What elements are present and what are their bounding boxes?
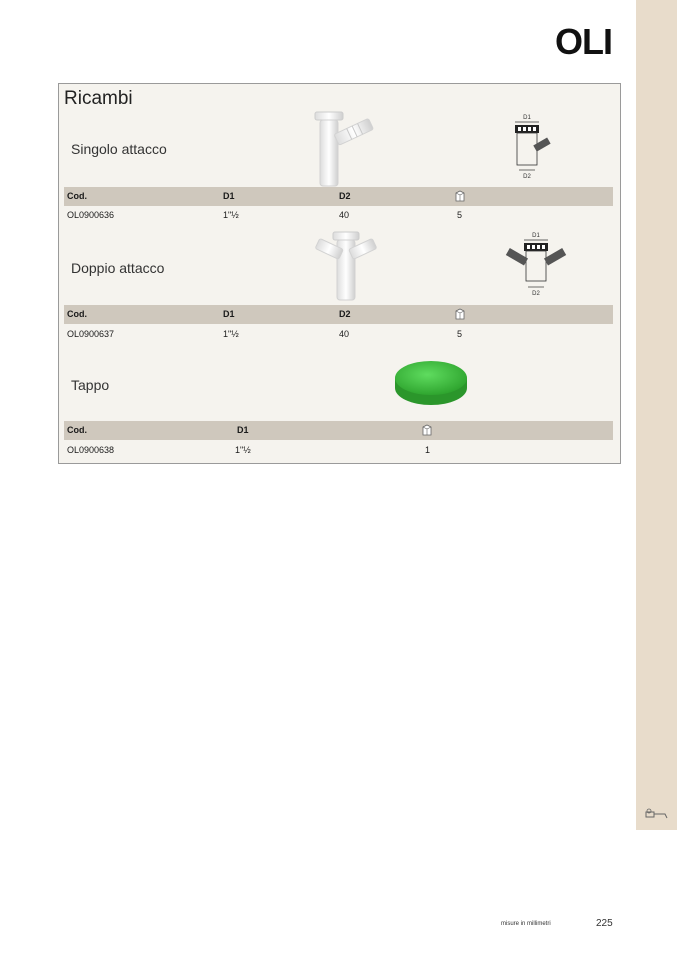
section-title-single: Singolo attacco: [71, 141, 167, 157]
spare-parts-panel: [58, 83, 621, 464]
cap-photo: [391, 358, 471, 410]
single-fitting-diagram: [497, 114, 567, 182]
section-title-cap: Tappo: [71, 377, 110, 393]
col-d2: D2: [339, 191, 351, 201]
col-d1: D1: [223, 191, 235, 201]
row-code: OL0900636: [67, 210, 115, 220]
row-code: OL0900638: [67, 445, 115, 455]
col-d1: D1: [237, 425, 249, 435]
row-code: OL0900637: [67, 329, 115, 339]
package-icon: [455, 190, 465, 202]
table-header-double: [64, 305, 613, 324]
row-d2: 40: [339, 210, 350, 220]
col-code: Cod.: [67, 425, 87, 435]
single-fitting-photo: [311, 110, 381, 190]
col-d1: D1: [223, 309, 235, 319]
svg-text:D2: D2: [532, 291, 540, 297]
svg-text:D2: D2: [523, 174, 531, 180]
svg-text:D1: D1: [532, 233, 540, 239]
footer-note: misure in millimetri: [501, 921, 551, 927]
table-header-single: [64, 187, 613, 206]
section-title-double: Doppio attacco: [71, 260, 165, 276]
page-number: 225: [596, 918, 613, 929]
row-d1: 1"½: [223, 329, 239, 339]
row-qty: 1: [425, 445, 431, 455]
double-fitting-photo: [313, 230, 379, 302]
svg-text:D1: D1: [523, 115, 531, 121]
faucet-icon: [645, 808, 669, 822]
col-d2: D2: [339, 309, 351, 319]
row-d1: 1"½: [235, 445, 251, 455]
side-strip: [636, 0, 677, 830]
col-code: Cod.: [67, 191, 87, 201]
panel-title: Ricambi: [64, 88, 133, 109]
table-header-cap: [64, 421, 613, 440]
oli-logo-icon: OLI: [555, 21, 612, 62]
col-code: Cod.: [67, 309, 87, 319]
row-d1: 1"½: [223, 210, 239, 220]
row-qty: 5: [457, 210, 463, 220]
package-icon: [422, 424, 432, 436]
double-fitting-diagram: [497, 232, 575, 300]
row-qty: 5: [457, 329, 463, 339]
package-icon: [455, 308, 465, 320]
row-d2: 40: [339, 329, 350, 339]
